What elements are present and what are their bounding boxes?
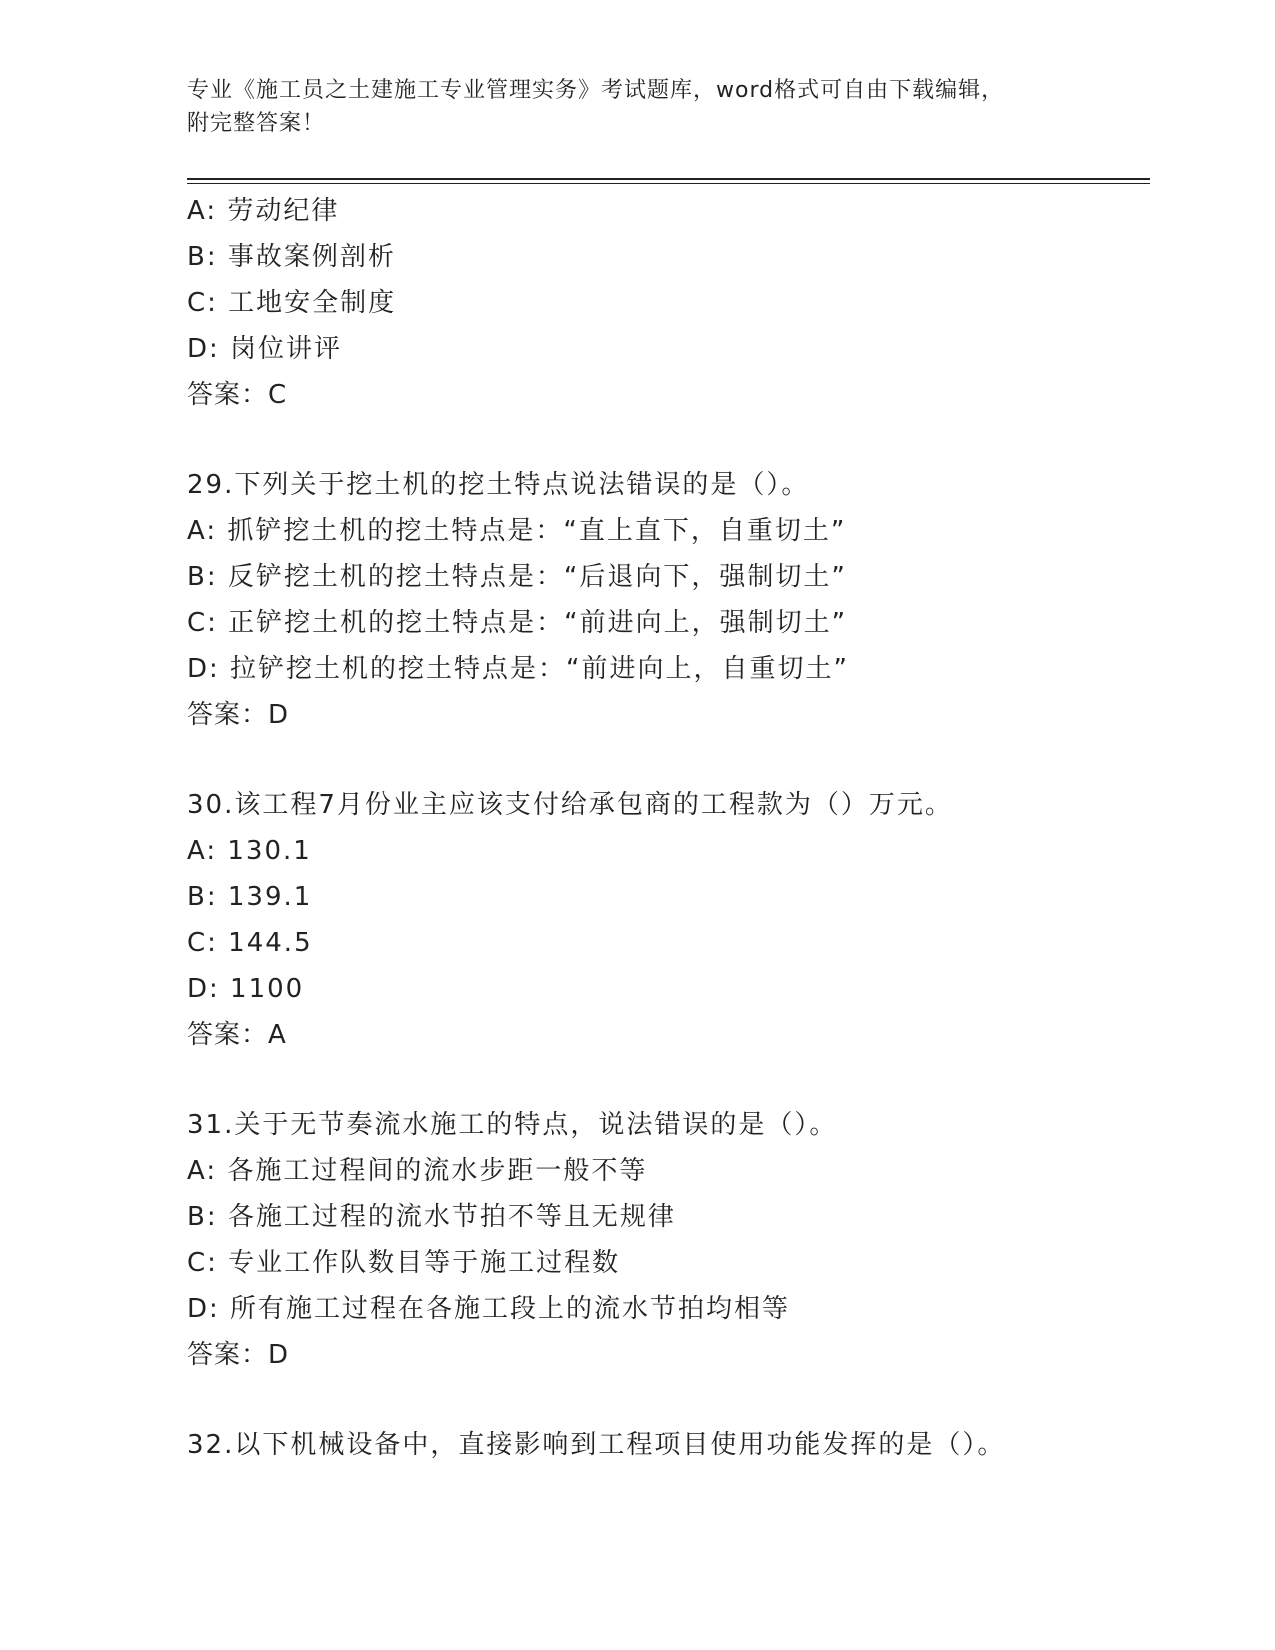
option-a: A: 130.1 (187, 836, 312, 866)
question-block-30 (187, 782, 1147, 1058)
header-title-line-1: 专业《施工员之土建施工专业管理实务》考试题库，word格式可自由下载编辑， (187, 78, 1005, 103)
question-block-31 (187, 1102, 1147, 1378)
question-block-32 (187, 1422, 1147, 1468)
answer-line: 答案：A (187, 1020, 287, 1050)
header-title-line-2: 附完整答案！ (187, 111, 326, 136)
document-header (187, 74, 1087, 140)
question-block-29 (187, 462, 1147, 738)
option-d: D: 拉铲挖土机的挖土特点是：“前进向上，自重切土” (187, 654, 849, 684)
option-a: A: 各施工过程间的流水步距一般不等 (187, 1156, 648, 1186)
question-text: 31.关于无节奏流水施工的特点，说法错误的是（）。 (187, 1110, 838, 1140)
header-divider-thick (187, 178, 1150, 180)
option-b: B: 反铲挖土机的挖土特点是：“后退向下，强制切土” (187, 562, 847, 592)
option-a: A: 抓铲挖土机的挖土特点是：“直上直下，自重切土” (187, 516, 847, 546)
question-block-28 (187, 188, 1147, 418)
question-list (187, 188, 1147, 1512)
question-text: 32.以下机械设备中，直接影响到工程项目使用功能发挥的是（）。 (187, 1430, 1006, 1460)
question-text: 30.该工程7月份业主应该支付给承包商的工程款为（）万元。 (187, 790, 953, 820)
option-a: A: 劳动纪律 (187, 196, 340, 226)
option-c: C: 专业工作队数目等于施工过程数 (187, 1248, 621, 1278)
option-b: B: 139.1 (187, 882, 313, 912)
option-c: C: 工地安全制度 (187, 288, 397, 318)
option-d: D: 所有施工过程在各施工段上的流水节拍均相等 (187, 1294, 791, 1324)
option-b: B: 事故案例剖析 (187, 242, 396, 272)
question-text: 29.下列关于挖土机的挖土特点说法错误的是（）。 (187, 470, 810, 500)
option-c: C: 正铲挖土机的挖土特点是：“前进向上，强制切土” (187, 608, 848, 638)
answer-line: 答案：C (187, 380, 288, 410)
answer-line: 答案：D (187, 1340, 290, 1370)
option-d: D: 1100 (187, 974, 305, 1004)
answer-line: 答案：D (187, 700, 290, 730)
option-c: C: 144.5 (187, 928, 313, 958)
option-b: B: 各施工过程的流水节拍不等且无规律 (187, 1202, 676, 1232)
option-d: D: 岗位讲评 (187, 334, 343, 364)
header-divider-thin (187, 183, 1150, 184)
